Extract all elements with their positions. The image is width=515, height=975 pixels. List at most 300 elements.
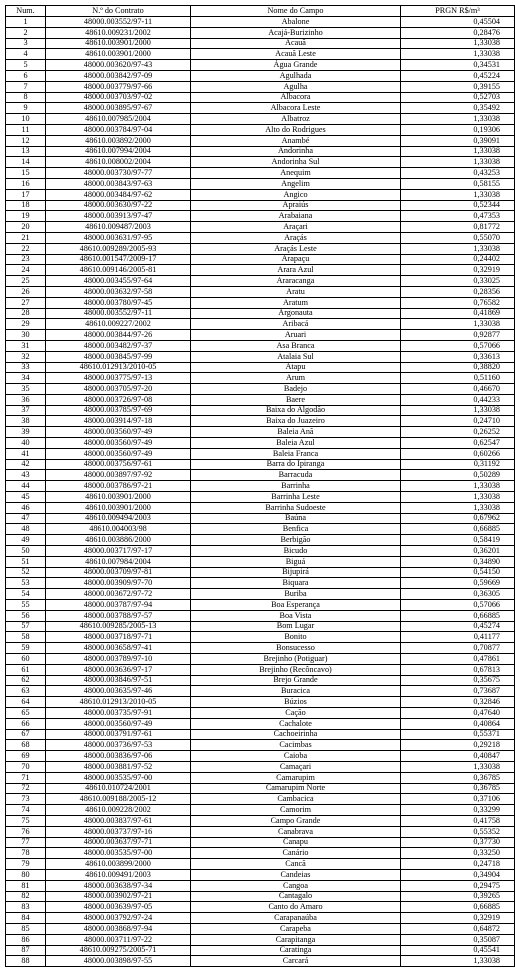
table-row <box>6 340 515 351</box>
cell-field-name: Albacora <box>191 92 401 103</box>
cell-prgn: 0,51160 <box>401 373 515 384</box>
cell-field-name: Albacora Leste <box>191 103 401 114</box>
cell-num: 13 <box>6 146 46 157</box>
cell-prgn: 1,33038 <box>401 189 515 200</box>
cell-contract: 48000.003560/97-49 <box>46 448 191 459</box>
cell-prgn: 0,45274 <box>401 621 515 632</box>
cell-contract: 48000.003635/97-46 <box>46 686 191 697</box>
cell-prgn: 0,33250 <box>401 848 515 859</box>
table-row <box>6 276 515 287</box>
cell-contract: 48610.003901/2000 <box>46 38 191 49</box>
cell-num: 21 <box>6 232 46 243</box>
cell-num: 49 <box>6 535 46 546</box>
cell-field-name: Boa Esperança <box>191 600 401 611</box>
cell-prgn: 0,19306 <box>401 124 515 135</box>
cell-num: 17 <box>6 189 46 200</box>
cell-contract: 48000.003785/97-69 <box>46 405 191 416</box>
cell-prgn: 0,57066 <box>401 340 515 351</box>
cell-contract: 48000.003784/97-04 <box>46 124 191 135</box>
table-row <box>6 481 515 492</box>
cell-contract: 48000.003844/97-26 <box>46 330 191 341</box>
cell-prgn: 0,67962 <box>401 513 515 524</box>
cell-field-name: Boa Vista <box>191 610 401 621</box>
cell-prgn: 0,76582 <box>401 297 515 308</box>
cell-prgn: 0,33299 <box>401 805 515 816</box>
cell-contract: 48000.003789/97-10 <box>46 654 191 665</box>
cell-field-name: Arum <box>191 373 401 384</box>
cell-num: 30 <box>6 330 46 341</box>
cell-field-name: Buriba <box>191 589 401 600</box>
cell-contract: 48610.003886/2000 <box>46 535 191 546</box>
table-row <box>6 70 515 81</box>
header-contract: N.º do Contrato <box>46 6 191 17</box>
cell-field-name: Barra do Ipiranga <box>191 459 401 470</box>
cell-contract: 48610.009494/2003 <box>46 513 191 524</box>
cell-contract: 48610.007985/2004 <box>46 114 191 125</box>
cell-field-name: Candeias <box>191 869 401 880</box>
cell-contract: 48000.003792/97-24 <box>46 913 191 924</box>
cell-contract: 48000.003672/97-72 <box>46 589 191 600</box>
cell-field-name: Angelim <box>191 178 401 189</box>
cell-prgn: 0,24402 <box>401 254 515 265</box>
cell-field-name: Cacimbas <box>191 740 401 751</box>
cell-num: 69 <box>6 751 46 762</box>
cell-prgn: 0,29218 <box>401 740 515 751</box>
cell-num: 10 <box>6 114 46 125</box>
cell-num: 73 <box>6 794 46 805</box>
table-row <box>6 783 515 794</box>
cell-contract: 48610.008002/2004 <box>46 157 191 168</box>
cell-num: 5 <box>6 60 46 71</box>
table-row <box>6 848 515 859</box>
cell-prgn: 1,33038 <box>401 502 515 513</box>
cell-field-name: Bijupirá <box>191 567 401 578</box>
cell-num: 1 <box>6 17 46 28</box>
cell-prgn: 0,36785 <box>401 783 515 794</box>
cell-field-name: Biguá <box>191 556 401 567</box>
cell-contract: 48000.003639/97-05 <box>46 902 191 913</box>
cell-prgn: 0,28476 <box>401 27 515 38</box>
cell-field-name: Cachalote <box>191 718 401 729</box>
cell-num: 34 <box>6 373 46 384</box>
table-row <box>6 427 515 438</box>
cell-num: 81 <box>6 880 46 891</box>
cell-num: 88 <box>6 956 46 967</box>
cell-field-name: Bonito <box>191 632 401 643</box>
cell-prgn: 0,54150 <box>401 567 515 578</box>
table-row <box>6 405 515 416</box>
cell-field-name: Berbigão <box>191 535 401 546</box>
table-row <box>6 438 515 449</box>
table-header <box>6 6 515 17</box>
table-row <box>6 351 515 362</box>
cell-prgn: 0,38820 <box>401 362 515 373</box>
cell-prgn: 0,28356 <box>401 286 515 297</box>
cell-num: 53 <box>6 578 46 589</box>
cell-num: 20 <box>6 222 46 233</box>
table-row <box>6 470 515 481</box>
cell-num: 8 <box>6 92 46 103</box>
cell-contract: 48000.003455/97-64 <box>46 276 191 287</box>
cell-field-name: Brejinho (Recôncavo) <box>191 664 401 675</box>
cell-num: 46 <box>6 502 46 513</box>
table-row <box>6 805 515 816</box>
cell-num: 23 <box>6 254 46 265</box>
table-row <box>6 189 515 200</box>
cell-prgn: 0,35087 <box>401 934 515 945</box>
table-row <box>6 729 515 740</box>
gas-price-table <box>5 5 515 967</box>
cell-num: 87 <box>6 945 46 956</box>
cell-field-name: Araçari <box>191 222 401 233</box>
cell-prgn: 0,31192 <box>401 459 515 470</box>
table-row <box>6 643 515 654</box>
cell-field-name: Campo Grande <box>191 815 401 826</box>
cell-contract: 48000.003881/97-52 <box>46 761 191 772</box>
cell-num: 29 <box>6 319 46 330</box>
cell-num: 48 <box>6 524 46 535</box>
cell-num: 56 <box>6 610 46 621</box>
cell-contract: 48000.003726/97-08 <box>46 394 191 405</box>
cell-num: 37 <box>6 405 46 416</box>
cell-prgn: 0,34531 <box>401 60 515 71</box>
cell-field-name: Baere <box>191 394 401 405</box>
cell-prgn: 0,36785 <box>401 772 515 783</box>
cell-num: 43 <box>6 470 46 481</box>
cell-num: 67 <box>6 729 46 740</box>
cell-prgn: 0,73687 <box>401 686 515 697</box>
cell-contract: 48610.003901/2000 <box>46 492 191 503</box>
cell-num: 18 <box>6 200 46 211</box>
cell-field-name: Brejo Grande <box>191 675 401 686</box>
cell-field-name: Baleia Franca <box>191 448 401 459</box>
table-row <box>6 146 515 157</box>
cell-prgn: 1,33038 <box>401 114 515 125</box>
cell-prgn: 0,47640 <box>401 708 515 719</box>
cell-prgn: 0,41869 <box>401 308 515 319</box>
cell-contract: 48610.009188/2005-12 <box>46 794 191 805</box>
cell-num: 11 <box>6 124 46 135</box>
cell-field-name: Andorinha Sul <box>191 157 401 168</box>
cell-contract: 48000.003845/97-99 <box>46 351 191 362</box>
cell-contract: 48000.003786/97-21 <box>46 481 191 492</box>
table-row <box>6 578 515 589</box>
cell-prgn: 0,70877 <box>401 643 515 654</box>
cell-field-name: Benfica <box>191 524 401 535</box>
table-row <box>6 956 515 967</box>
cell-num: 32 <box>6 351 46 362</box>
cell-contract: 48610.007994/2004 <box>46 146 191 157</box>
cell-prgn: 0,47353 <box>401 211 515 222</box>
table-row <box>6 913 515 924</box>
table-row <box>6 664 515 675</box>
cell-contract: 48610.009231/2002 <box>46 27 191 38</box>
cell-contract: 48610.009146/2005-81 <box>46 265 191 276</box>
cell-prgn: 0,47861 <box>401 654 515 665</box>
table-row <box>6 859 515 870</box>
table-row <box>6 49 515 60</box>
cell-num: 14 <box>6 157 46 168</box>
cell-num: 54 <box>6 589 46 600</box>
cell-prgn: 0,60266 <box>401 448 515 459</box>
cell-prgn: 0,36201 <box>401 546 515 557</box>
cell-num: 72 <box>6 783 46 794</box>
cell-num: 39 <box>6 427 46 438</box>
cell-num: 47 <box>6 513 46 524</box>
cell-contract: 48000.003837/97-61 <box>46 815 191 826</box>
cell-field-name: Agulhada <box>191 70 401 81</box>
cell-num: 22 <box>6 243 46 254</box>
table-row <box>6 902 515 913</box>
table-row <box>6 567 515 578</box>
cell-num: 65 <box>6 708 46 719</box>
cell-contract: 48610.009491/2003 <box>46 869 191 880</box>
header-num: Num. <box>6 6 46 17</box>
cell-field-name: Anequim <box>191 168 401 179</box>
cell-contract: 48000.003705/97-20 <box>46 384 191 395</box>
cell-num: 28 <box>6 308 46 319</box>
cell-prgn: 0,45504 <box>401 17 515 28</box>
table-row <box>6 794 515 805</box>
cell-prgn: 0,92877 <box>401 330 515 341</box>
cell-prgn: 0,32919 <box>401 913 515 924</box>
table-body <box>6 17 515 967</box>
cell-num: 63 <box>6 686 46 697</box>
cell-prgn: 0,35675 <box>401 675 515 686</box>
cell-prgn: 1,33038 <box>401 405 515 416</box>
cell-prgn: 0,34904 <box>401 869 515 880</box>
cell-num: 3 <box>6 38 46 49</box>
cell-field-name: Barrinha <box>191 481 401 492</box>
table-row <box>6 945 515 956</box>
cell-prgn: 0,62547 <box>401 438 515 449</box>
header-row <box>6 6 515 17</box>
cell-contract: 48000.003560/97-49 <box>46 718 191 729</box>
table-row <box>6 38 515 49</box>
table-row <box>6 751 515 762</box>
cell-num: 75 <box>6 815 46 826</box>
cell-prgn: 0,52344 <box>401 200 515 211</box>
cell-num: 59 <box>6 643 46 654</box>
cell-contract: 48000.003703/97-02 <box>46 92 191 103</box>
cell-prgn: 0,55070 <box>401 232 515 243</box>
table-row <box>6 880 515 891</box>
cell-prgn: 0,64872 <box>401 923 515 934</box>
cell-num: 62 <box>6 675 46 686</box>
cell-contract: 48000.003914/97-18 <box>46 416 191 427</box>
cell-prgn: 0,26252 <box>401 427 515 438</box>
cell-contract: 48610.009275/2005-71 <box>46 945 191 956</box>
table-row <box>6 934 515 945</box>
cell-field-name: Búzios <box>191 697 401 708</box>
cell-prgn: 1,33038 <box>401 761 515 772</box>
cell-field-name: Canto do Amaro <box>191 902 401 913</box>
cell-field-name: Água Grande <box>191 60 401 71</box>
cell-field-name: Acauã <box>191 38 401 49</box>
cell-contract: 48000.003636/97-17 <box>46 664 191 675</box>
cell-contract: 48000.003735/97-91 <box>46 708 191 719</box>
cell-num: 26 <box>6 286 46 297</box>
cell-field-name: Camorim <box>191 805 401 816</box>
cell-prgn: 1,33038 <box>401 319 515 330</box>
cell-prgn: 0,32919 <box>401 265 515 276</box>
cell-field-name: Camarupim <box>191 772 401 783</box>
cell-prgn: 1,33038 <box>401 38 515 49</box>
cell-field-name: Acajá-Burizinho <box>191 27 401 38</box>
cell-prgn: 0,43253 <box>401 168 515 179</box>
table-row <box>6 869 515 880</box>
table-row <box>6 632 515 643</box>
cell-field-name: Cancã <box>191 859 401 870</box>
cell-field-name: Araracanga <box>191 276 401 287</box>
cell-contract: 48610.010724/2001 <box>46 783 191 794</box>
cell-prgn: 0,37730 <box>401 837 515 848</box>
cell-contract: 48000.003658/97-41 <box>46 643 191 654</box>
cell-field-name: Barracuda <box>191 470 401 481</box>
cell-contract: 48000.003620/97-43 <box>46 60 191 71</box>
cell-num: 61 <box>6 664 46 675</box>
table-row <box>6 297 515 308</box>
cell-num: 86 <box>6 934 46 945</box>
cell-num: 16 <box>6 178 46 189</box>
table-row <box>6 135 515 146</box>
cell-field-name: Aratum <box>191 297 401 308</box>
cell-contract: 48000.003836/97-06 <box>46 751 191 762</box>
cell-prgn: 0,46670 <box>401 384 515 395</box>
cell-num: 80 <box>6 869 46 880</box>
cell-num: 44 <box>6 481 46 492</box>
cell-prgn: 0,39155 <box>401 81 515 92</box>
table-row <box>6 254 515 265</box>
cell-field-name: Atapu <box>191 362 401 373</box>
cell-contract: 48610.004003/98 <box>46 524 191 535</box>
cell-field-name: Brejinho (Potiguar) <box>191 654 401 665</box>
cell-num: 25 <box>6 276 46 287</box>
table-row <box>6 211 515 222</box>
table-row <box>6 826 515 837</box>
table-row <box>6 286 515 297</box>
cell-field-name: Cantagalo <box>191 891 401 902</box>
cell-field-name: Camaçari <box>191 761 401 772</box>
cell-field-name: Aruari <box>191 330 401 341</box>
table-row <box>6 654 515 665</box>
cell-num: 84 <box>6 913 46 924</box>
table-row <box>6 124 515 135</box>
cell-contract: 48610.009227/2002 <box>46 319 191 330</box>
cell-prgn: 0,45541 <box>401 945 515 956</box>
header-prgn: PRGN R$/m³ <box>401 6 515 17</box>
cell-contract: 48000.003897/97-92 <box>46 470 191 481</box>
table-row <box>6 103 515 114</box>
cell-field-name: Atalaia Sul <box>191 351 401 362</box>
cell-contract: 48000.003868/97-94 <box>46 923 191 934</box>
cell-contract: 48000.003535/97-00 <box>46 772 191 783</box>
cell-field-name: Barrinha Leste <box>191 492 401 503</box>
cell-prgn: 1,33038 <box>401 146 515 157</box>
cell-num: 50 <box>6 546 46 557</box>
cell-prgn: 0,29475 <box>401 880 515 891</box>
cell-prgn: 0,55352 <box>401 826 515 837</box>
table-row <box>6 697 515 708</box>
cell-prgn: 0,35492 <box>401 103 515 114</box>
cell-field-name: Abalone <box>191 17 401 28</box>
cell-num: 82 <box>6 891 46 902</box>
cell-prgn: 0,24718 <box>401 859 515 870</box>
cell-prgn: 0,58419 <box>401 535 515 546</box>
table-row <box>6 265 515 276</box>
cell-num: 35 <box>6 384 46 395</box>
cell-prgn: 0,41177 <box>401 632 515 643</box>
cell-contract: 48000.003630/97-22 <box>46 200 191 211</box>
cell-num: 57 <box>6 621 46 632</box>
cell-field-name: Angico <box>191 189 401 200</box>
table-row <box>6 815 515 826</box>
cell-field-name: Baixa do Algodão <box>191 405 401 416</box>
cell-prgn: 1,33038 <box>401 492 515 503</box>
table-row <box>6 837 515 848</box>
table-row <box>6 718 515 729</box>
cell-prgn: 0,40864 <box>401 718 515 729</box>
cell-contract: 48000.003780/97-45 <box>46 297 191 308</box>
table-row <box>6 362 515 373</box>
cell-contract: 48000.003631/97-95 <box>46 232 191 243</box>
table-row <box>6 891 515 902</box>
table-row <box>6 222 515 233</box>
cell-num: 19 <box>6 211 46 222</box>
cell-field-name: Cachoeirinha <box>191 729 401 740</box>
cell-prgn: 0,36305 <box>401 589 515 600</box>
table-row <box>6 157 515 168</box>
cell-contract: 48610.003901/2000 <box>46 49 191 60</box>
cell-prgn: 0,44233 <box>401 394 515 405</box>
cell-field-name: Baleia Anã <box>191 427 401 438</box>
cell-contract: 48610.003892/2000 <box>46 135 191 146</box>
cell-num: 76 <box>6 826 46 837</box>
table-row <box>6 60 515 71</box>
cell-prgn: 1,33038 <box>401 157 515 168</box>
cell-prgn: 0,39265 <box>401 891 515 902</box>
cell-prgn: 0,33025 <box>401 276 515 287</box>
cell-contract: 48000.003737/97-16 <box>46 826 191 837</box>
cell-contract: 48000.003560/97-49 <box>46 438 191 449</box>
table-row <box>6 513 515 524</box>
table-row <box>6 589 515 600</box>
cell-contract: 48000.003482/97-37 <box>46 340 191 351</box>
cell-num: 6 <box>6 70 46 81</box>
cell-field-name: Aribacá <box>191 319 401 330</box>
table-row <box>6 27 515 38</box>
cell-num: 15 <box>6 168 46 179</box>
table-row <box>6 330 515 341</box>
cell-field-name: Alto do Rodrigues <box>191 124 401 135</box>
cell-contract: 48000.003775/97-13 <box>46 373 191 384</box>
cell-contract: 48000.003843/97-63 <box>46 178 191 189</box>
table-row <box>6 535 515 546</box>
cell-contract: 48000.003846/97-51 <box>46 675 191 686</box>
cell-field-name: Buracica <box>191 686 401 697</box>
cell-contract: 48000.003552/97-11 <box>46 308 191 319</box>
cell-field-name: Acauã Leste <box>191 49 401 60</box>
cell-field-name: Cação <box>191 708 401 719</box>
cell-num: 7 <box>6 81 46 92</box>
cell-num: 85 <box>6 923 46 934</box>
cell-num: 9 <box>6 103 46 114</box>
cell-contract: 48000.003711/97-22 <box>46 934 191 945</box>
cell-num: 38 <box>6 416 46 427</box>
table-row <box>6 675 515 686</box>
cell-contract: 48000.003560/97-49 <box>46 427 191 438</box>
cell-prgn: 0,52703 <box>401 92 515 103</box>
